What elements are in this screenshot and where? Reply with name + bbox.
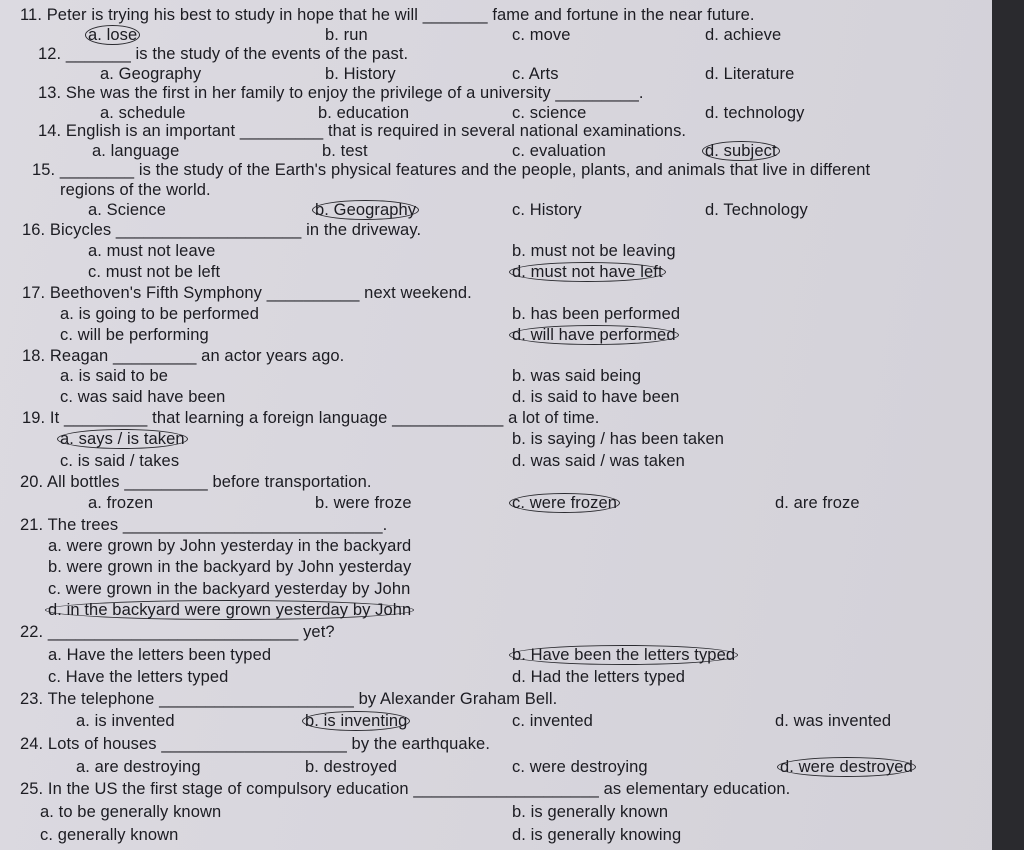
question-24-stem: 24. Lots of houses ____________________ by the earthquake. (20, 735, 491, 753)
question-17-option-b: b. has been performed (512, 305, 681, 323)
question-21-option-b: b. were grown in the backyard by John yesterday (48, 558, 412, 576)
question-17-stem: 17. Beethoven's Fifth Symphony __________ next weekend. (22, 284, 472, 302)
question-19-stem: 19. It _________ that learning a foreign language ____________ a lot of time. (22, 409, 600, 427)
question-22-option-d: d. Had the letters typed (512, 668, 685, 686)
question-16-option-c: c. must not be left (88, 263, 221, 281)
question-20-option-c: c. were frozen (512, 493, 620, 513)
question-13-stem: 13. She was the first in her family to enjoy the privilege of a university _________. (38, 84, 644, 102)
question-16-option-a: a. must not leave (88, 242, 216, 260)
question-20-option-a: a. frozen (88, 494, 154, 512)
question-21-stem: 21. The trees ____________________________. (20, 516, 388, 534)
question-23-option-a: a. is invented (76, 712, 175, 730)
question-15-option-d: d. Technology (705, 201, 808, 219)
question-23-option-b: b. is inventing (305, 711, 410, 731)
question-17-option-a: a. is going to be performed (60, 305, 259, 323)
question-16-stem: 16. Bicycles ____________________ in the driveway. (22, 221, 422, 239)
question-14-stem: 14. English is an important _________ that is required in several national examinations. (38, 122, 687, 140)
question-13-option-c: c. science (512, 104, 587, 122)
question-20-option-d: d. are froze (775, 494, 860, 512)
question-19-option-a: a. says / is taken (60, 429, 188, 449)
question-19-option-d: d. was said / was taken (512, 452, 685, 470)
question-21-option-a: a. were grown by John yesterday in the backyard (48, 537, 412, 555)
question-21-option-d: d. in the backyard were grown yesterday by John (48, 600, 414, 620)
question-23-option-c: c. invented (512, 712, 593, 730)
question-11-option-b: b. run (325, 26, 368, 44)
question-12-option-c: c. Arts (512, 65, 559, 83)
question-18-option-a: a. is said to be (60, 367, 168, 385)
question-14-option-b: b. test (322, 142, 368, 160)
question-11-option-a: a. lose (88, 25, 140, 45)
question-16-option-b: b. must not be leaving (512, 242, 676, 260)
question-15-option-c: c. History (512, 201, 582, 219)
question-25-option-d: d. is generally knowing (512, 826, 682, 844)
question-14-option-d: d. subject (705, 141, 780, 161)
question-17-option-c: c. will be performing (60, 326, 209, 344)
question-12-stem: 12. _______ is the study of the events of the past. (38, 45, 409, 63)
question-12-option-b: b. History (325, 65, 396, 83)
question-25-option-b: b. is generally known (512, 803, 669, 821)
question-11-option-d: d. achieve (705, 26, 782, 44)
question-24-option-d: d. were destroyed (780, 757, 916, 777)
question-15-stem: 15. ________ is the study of the Earth's physical features and the people, plants, and animals that live in different (32, 161, 871, 179)
question-14-option-c: c. evaluation (512, 142, 606, 160)
question-15-stem-cont: regions of the world. (60, 181, 211, 199)
question-11-option-c: c. move (512, 26, 571, 44)
question-12-option-d: d. Literature (705, 65, 795, 83)
question-20-stem: 20. All bottles _________ before transportation. (20, 473, 372, 491)
question-22-option-c: c. Have the letters typed (48, 668, 229, 686)
question-13-option-a: a. schedule (100, 104, 186, 122)
question-25-option-a: a. to be generally known (40, 803, 222, 821)
question-23-option-d: d. was invented (775, 712, 892, 730)
question-24-option-a: a. are destroying (76, 758, 201, 776)
question-22-option-b: b. Have been the letters typed (512, 645, 738, 665)
question-11-stem: 11. Peter is trying his best to study in hope that he will _______ fame and fortune in the near future. (20, 6, 755, 24)
question-17-option-d: d. will have performed (512, 325, 679, 345)
question-25-option-c: c. generally known (40, 826, 179, 844)
question-22-option-a: a. Have the letters been typed (48, 646, 272, 664)
question-20-option-b: b. were froze (315, 494, 412, 512)
question-24-option-c: c. were destroying (512, 758, 648, 776)
question-15-option-a: a. Science (88, 201, 167, 219)
question-19-option-b: b. is saying / has been taken (512, 430, 725, 448)
question-18-option-c: c. was said have been (60, 388, 226, 406)
question-12-option-a: a. Geography (100, 65, 202, 83)
question-21-option-c: c. were grown in the backyard yesterday by John (48, 580, 411, 598)
question-19-option-c: c. is said / takes (60, 452, 180, 470)
question-18-option-d: d. is said to have been (512, 388, 680, 406)
question-18-option-b: b. was said being (512, 367, 642, 385)
question-13-option-b: b. education (318, 104, 410, 122)
question-18-stem: 18. Reagan _________ an actor years ago. (22, 347, 345, 365)
question-16-option-d: d. must not have left (512, 262, 666, 282)
question-24-option-b: b. destroyed (305, 758, 398, 776)
dark-edge-strip (992, 0, 1024, 850)
question-22-stem: 22. ___________________________ yet? (20, 623, 335, 641)
question-25-stem: 25. In the US the first stage of compulsory education ____________________ as elementary education. (20, 780, 791, 798)
question-14-option-a: a. language (92, 142, 180, 160)
question-13-option-d: d. technology (705, 104, 805, 122)
question-23-stem: 23. The telephone _____________________ by Alexander Graham Bell. (20, 690, 558, 708)
question-15-option-b: b. Geography (315, 200, 419, 220)
